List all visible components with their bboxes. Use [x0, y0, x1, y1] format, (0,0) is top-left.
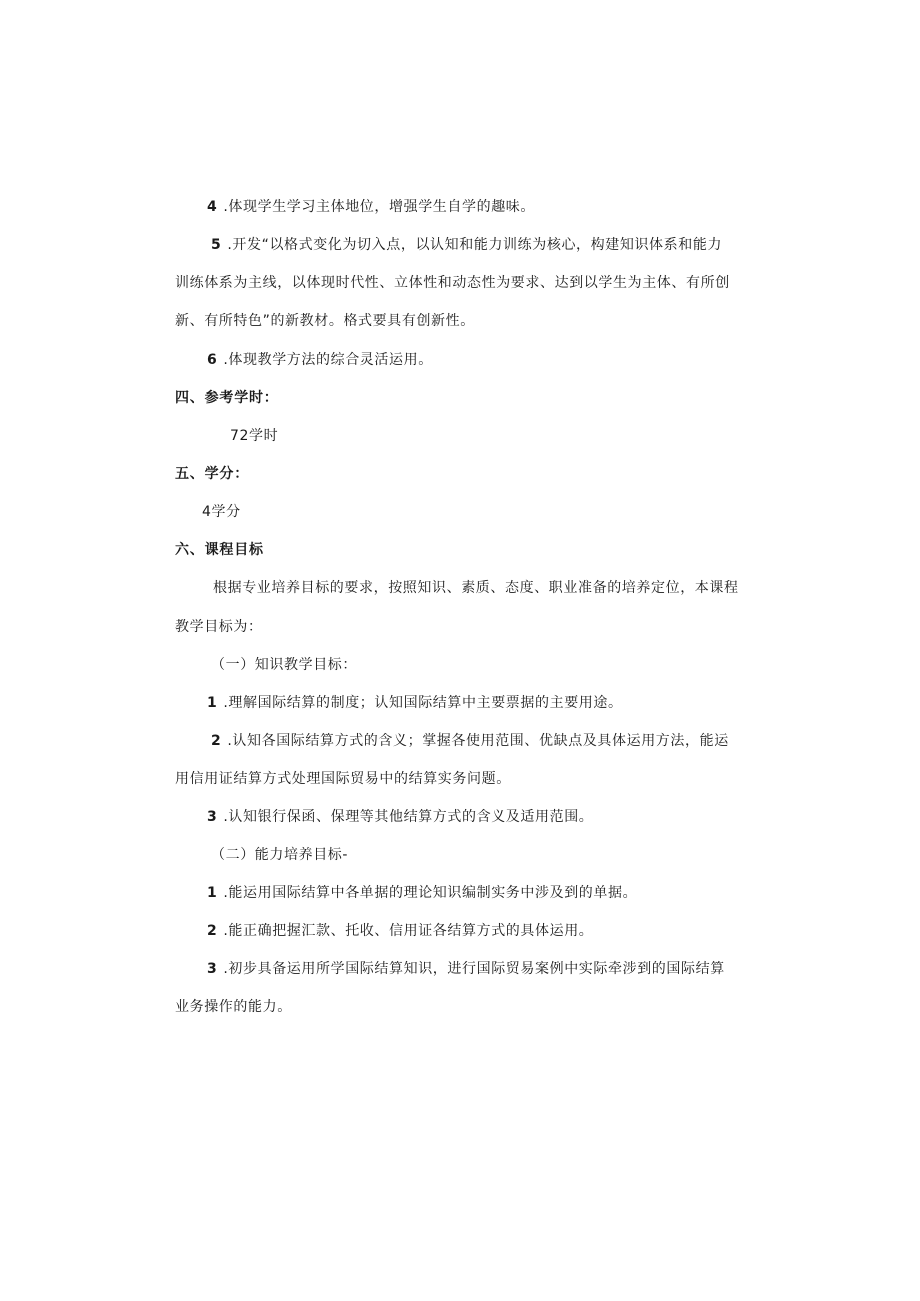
- list-number: 2: [207, 923, 218, 939]
- paragraph-line: 业务操作的能力。: [175, 999, 292, 1015]
- list-item: [207, 883, 637, 903]
- list-item-5: [211, 235, 722, 255]
- list-item: [207, 921, 593, 941]
- paragraph-line: 根据专业培养目标的要求，按照知识、素质、态度、职业准备的培养定位，本课程: [213, 580, 739, 596]
- list-text: .理解国际结算的制度；认知国际结算中主要票据的主要用途。: [223, 695, 623, 711]
- section-heading-goals: 六、课程目标: [175, 542, 264, 558]
- list-number: 5: [211, 237, 222, 253]
- list-text: .初步具备运用所学国际结算知识，进行国际贸易案例中实际牵涉到的国际结算: [223, 961, 725, 977]
- list-text: .体现教学方法的综合灵活运用。: [223, 352, 433, 368]
- list-text: .体现学生学习主体地位，增强学生自学的趣味。: [223, 199, 535, 215]
- list-number: 1: [207, 695, 218, 711]
- list-number: 2: [211, 733, 222, 749]
- list-text: .能正确把握汇款、托收、信用证各结算方式的具体运用。: [223, 923, 594, 939]
- section-heading-credits: 五、学分：: [175, 466, 249, 482]
- paragraph-line: 新、有所特色”的新教材。格式要具有创新性。: [175, 313, 475, 329]
- credits-value: 4学分: [202, 504, 241, 520]
- list-item: [207, 959, 725, 979]
- list-text: .开发“以格式变化为切入点，以认知和能力训练为核心，构建知识体系和能力: [227, 237, 723, 253]
- list-item: [207, 807, 593, 827]
- paragraph-line: 教学目标为：: [175, 619, 263, 635]
- list-item: [211, 731, 729, 751]
- paragraph-line: 用信用证结算方式处理国际贸易中的结算实务问题。: [175, 771, 511, 787]
- subsection-title-knowledge: （一）知识教学目标：: [211, 657, 357, 673]
- list-number: 6: [207, 352, 218, 368]
- list-text: .能运用国际结算中各单据的理论知识编制实务中涉及到的单据。: [223, 885, 638, 901]
- section-heading-hours: 四、参考学时：: [175, 390, 279, 406]
- list-number: 4: [207, 199, 218, 215]
- subsection-title-ability: （二）能力培养目标-: [211, 847, 349, 863]
- list-number: 1: [207, 885, 218, 901]
- hours-value: 72学时: [230, 428, 279, 444]
- list-item-4: [207, 197, 535, 217]
- list-item: [207, 693, 623, 713]
- list-number: 3: [207, 961, 218, 977]
- list-number: 3: [207, 809, 218, 825]
- paragraph-line: 训练体系为主线，以体现时代性、立体性和动态性为要求、达到以学生为主体、有所创: [175, 275, 730, 291]
- list-item-6: [207, 350, 433, 370]
- list-text: .认知银行保函、保理等其他结算方式的含义及适用范围。: [223, 809, 594, 825]
- list-text: .认知各国际结算方式的含义；掌握各使用范围、优缺点及具体运用方法，能运: [227, 733, 729, 749]
